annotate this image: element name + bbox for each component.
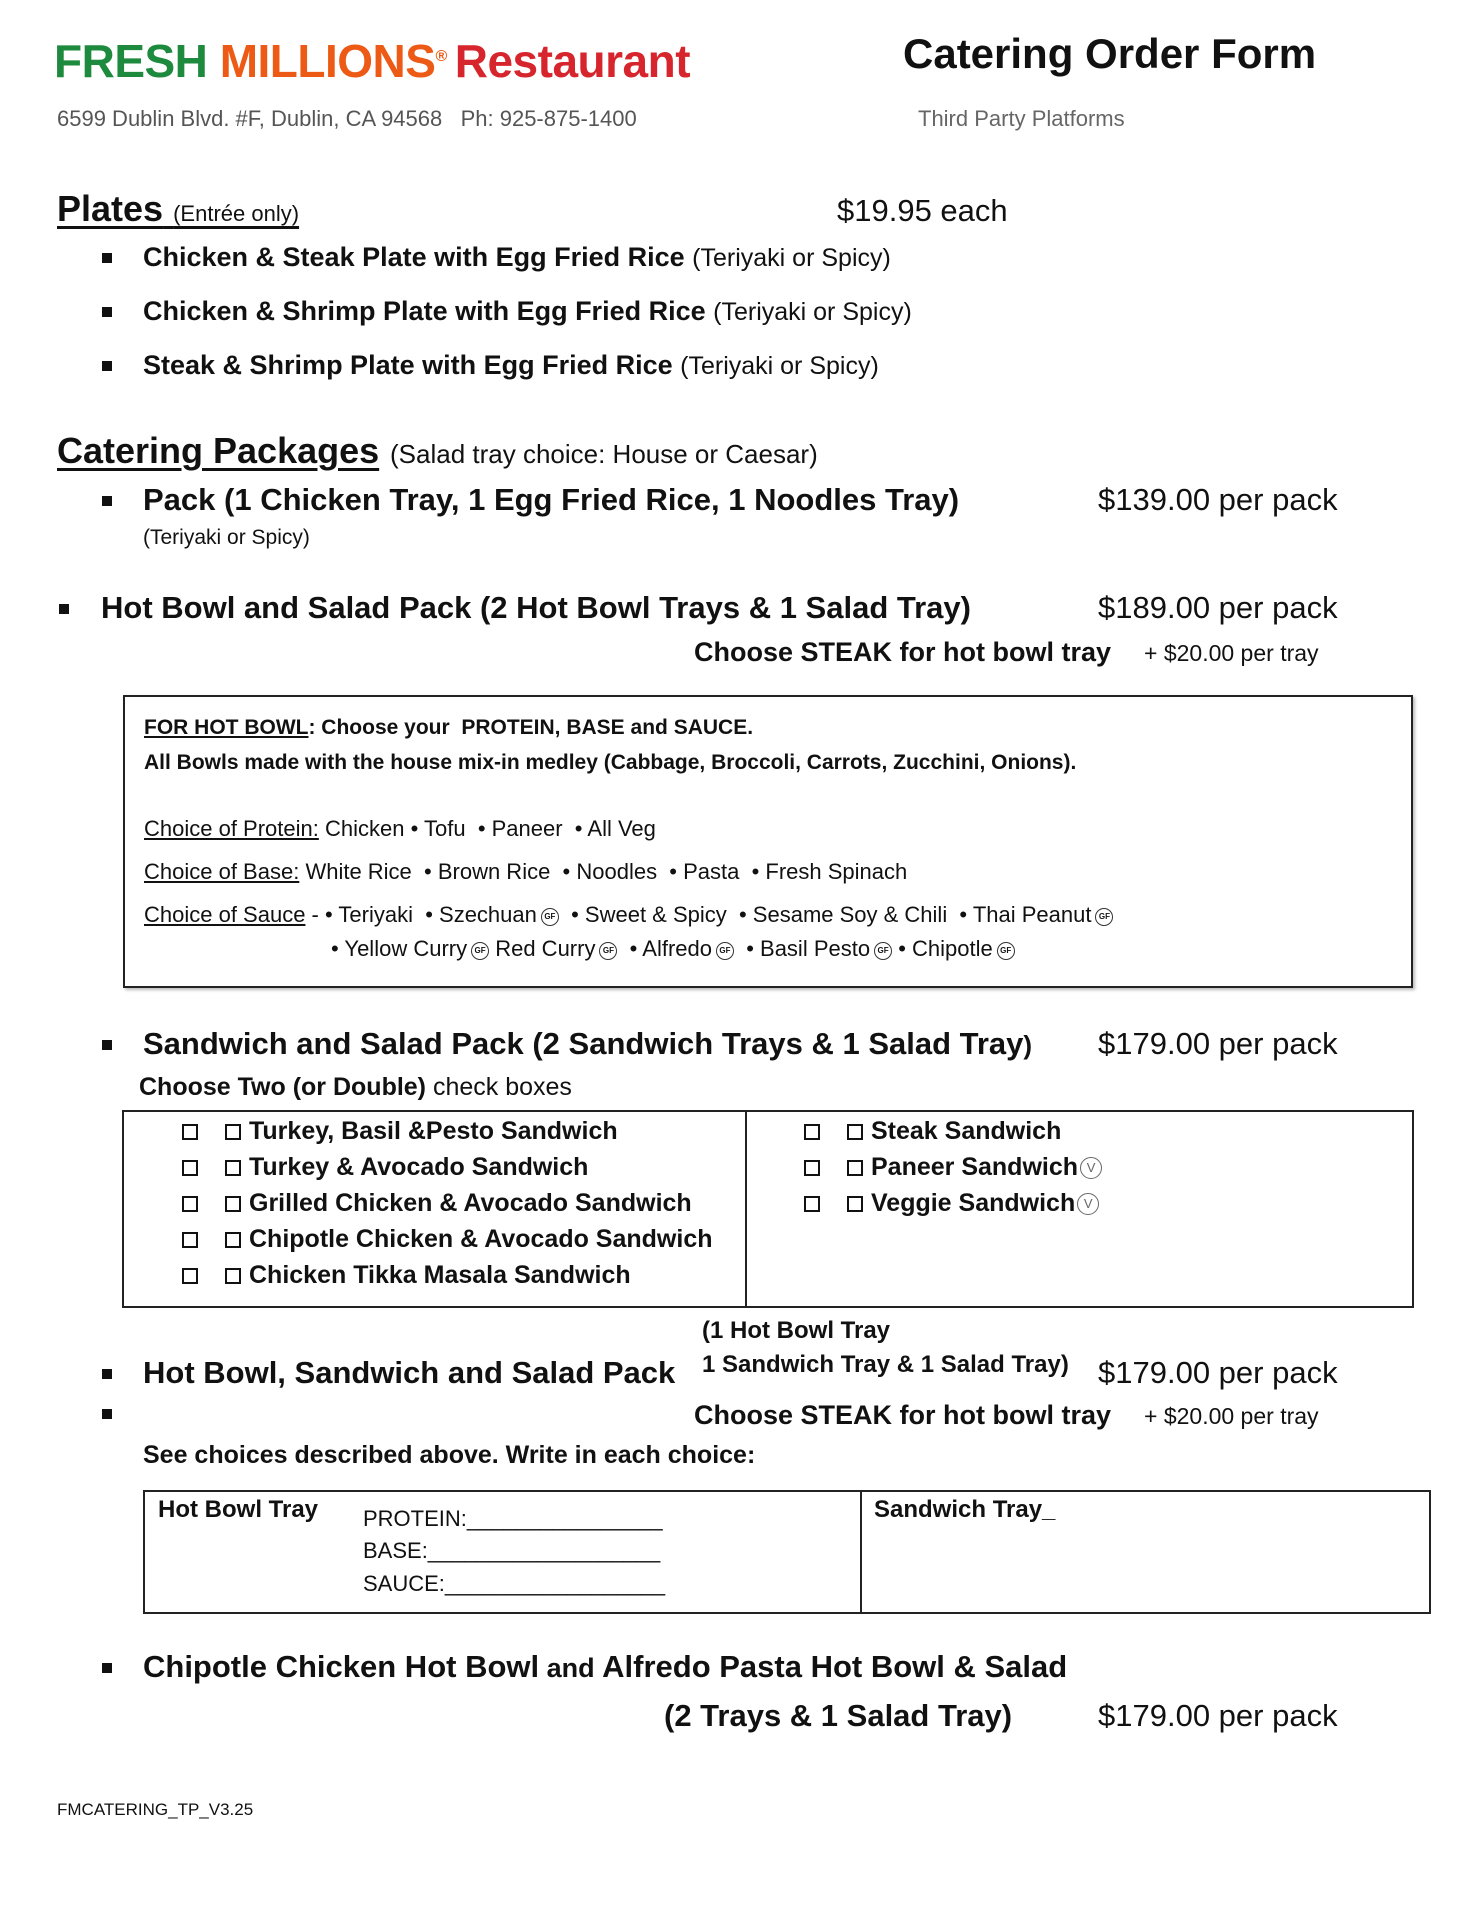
bullet	[59, 604, 69, 614]
pack2-name: Hot Bowl and Salad Pack (2 Hot Bowl Trays & 1 Salad Tray)	[101, 590, 971, 625]
quantity-checkbox-1[interactable]	[182, 1196, 198, 1212]
quantity-checkbox-2[interactable]	[847, 1124, 863, 1140]
sandwich-option-row	[804, 1153, 1102, 1182]
gluten-free-icon: GF	[874, 942, 892, 960]
sandwich-option-row	[182, 1189, 692, 1218]
bullet	[102, 496, 112, 506]
chipotle-pack-price: $179.00 per pack	[1098, 1698, 1338, 1733]
base-write-in[interactable]: BASE:___________________	[363, 1538, 661, 1563]
sauce-choice-row-2	[331, 936, 1015, 962]
quantity-checkbox-2[interactable]	[225, 1268, 241, 1284]
logo-fresh: FRESH	[54, 35, 208, 87]
plate-item	[143, 350, 879, 381]
restaurant-logo	[54, 34, 690, 88]
base-choice-row	[144, 859, 907, 885]
sandwich-option-label: Paneer Sandwich	[871, 1153, 1079, 1181]
sandwich-option-label: Grilled Chicken & Avocado Sandwich	[249, 1189, 692, 1217]
sandwich-option-label: Turkey, Basil &Pesto Sandwich	[249, 1117, 618, 1145]
sandwich-pack-close-paren: )	[1023, 1030, 1033, 1060]
chipotle-pack-name	[143, 1649, 1067, 1685]
sauce-option: • Yellow Curry	[331, 936, 468, 961]
combo-desc-line2: 1 Sandwich Tray & 1 Salad Tray)	[702, 1351, 1069, 1378]
quantity-checkbox-2[interactable]	[847, 1160, 863, 1176]
logo-registered-mark: ®	[435, 47, 447, 65]
sauce-option: • Chipotle	[892, 936, 993, 961]
quantity-checkbox-1[interactable]	[804, 1196, 820, 1212]
sauce-option: • Basil Pesto	[733, 936, 871, 961]
bullet	[102, 1409, 112, 1419]
hot-bowl-medley-note: All Bowls made with the house mix-in medley (Cabbage, Broccoli, Carrots, Zucchini, Onions).	[144, 751, 1077, 774]
sandwich-option-row	[804, 1117, 1061, 1146]
base-values: White Rice • Brown Rice • Noodles • Pasta • Fresh Spinach	[305, 859, 908, 884]
vegetarian-icon: V	[1077, 1193, 1099, 1215]
sauce-option: Red Curry	[489, 936, 596, 961]
plates-title: Plates	[57, 188, 164, 229]
hot-bowl-instruction-text: : Choose your PROTEIN, BASE and SAUCE.	[308, 716, 754, 739]
logo-restaurant: Restaurant	[454, 35, 691, 87]
bullet	[102, 1040, 112, 1050]
plate-item	[143, 242, 891, 273]
bullet	[102, 361, 112, 371]
gluten-free-icon: GF	[599, 942, 617, 960]
sandwich-choose-instruction	[139, 1073, 572, 1102]
plate-item-option: (Teriyaki or Spicy)	[680, 352, 879, 380]
sandwich-option-row	[182, 1261, 631, 1290]
packages-section-title: Catering Packages	[57, 430, 380, 471]
quantity-checkbox-2[interactable]	[225, 1232, 241, 1248]
sandwich-option-label: Steak Sandwich	[871, 1117, 1062, 1145]
bullet	[102, 253, 112, 263]
sauce-option: • Alfredo	[617, 936, 712, 961]
sauce-label: Choice of Sauce	[144, 902, 306, 927]
plates-note: (Entrée only)	[173, 201, 300, 226]
form-subtitle: Third Party Platforms	[918, 106, 1125, 131]
quantity-checkbox-1[interactable]	[182, 1160, 198, 1176]
bullet	[102, 1369, 112, 1379]
quantity-checkbox-1[interactable]	[182, 1268, 198, 1284]
protein-label: Choice of Protein:	[144, 816, 319, 841]
combo-desc-line1: (1 Hot Bowl Tray	[702, 1317, 891, 1344]
packages-note: (Salad tray choice: House or Caesar)	[390, 439, 818, 469]
quantity-checkbox-2[interactable]	[225, 1160, 241, 1176]
sandwich-option-label: Veggie Sandwich	[871, 1189, 1076, 1217]
chipotle-pack-trays: (2 Trays & 1 Salad Tray)	[664, 1698, 1013, 1733]
sandwich-pack-price: $179.00 per pack	[1098, 1026, 1338, 1061]
protein-values: Chicken • Tofu • Paneer • All Veg	[325, 816, 656, 841]
pack1-sub: (Teriyaki or Spicy)	[143, 526, 310, 549]
gluten-free-icon: GF	[1095, 908, 1113, 926]
quantity-checkbox-2[interactable]	[225, 1124, 241, 1140]
restaurant-address: 6599 Dublin Blvd. #F, Dublin, CA 94568 Ph: 925-875-1400	[57, 106, 637, 131]
sandwich-pack-name	[143, 1026, 1032, 1062]
sandwich-choose-bold: Choose Two (or Double)	[139, 1073, 427, 1101]
quantity-checkbox-1[interactable]	[182, 1124, 198, 1140]
pack2-steak-note: Choose STEAK for hot bowl tray	[694, 637, 1112, 667]
pack1-price: $139.00 per pack	[1098, 482, 1338, 517]
form-title: Catering Order Form	[903, 30, 1317, 77]
plates-price: $19.95 each	[837, 193, 1008, 228]
sauce-write-in[interactable]: SAUCE:__________________	[363, 1571, 666, 1596]
gluten-free-icon: GF	[997, 942, 1015, 960]
quantity-checkbox-1[interactable]	[804, 1124, 820, 1140]
sandwich-option-label: Chicken Tikka Masala Sandwich	[249, 1261, 631, 1289]
bullet	[102, 1663, 112, 1673]
sandwich-option-label: Chipotle Chicken & Avocado Sandwich	[249, 1225, 713, 1253]
pack2-price: $189.00 per pack	[1098, 590, 1338, 625]
plate-item-name: Chicken & Shrimp Plate with Egg Fried Rice	[143, 296, 706, 326]
protein-choice-row	[144, 816, 656, 842]
hot-bowl-label: FOR HOT BOWL	[144, 716, 309, 739]
sandwich-tray-write-in[interactable]: Sandwich Tray_	[874, 1496, 1056, 1523]
plate-item-option: (Teriyaki or Spicy)	[713, 298, 912, 326]
sauce-option: - • Teriyaki • Szechuan	[305, 902, 537, 927]
hot-bowl-instruction	[144, 716, 753, 740]
vegetarian-icon: V	[1080, 1157, 1102, 1179]
chipotle-pack-name-b: Alfredo Pasta Hot Bowl & Salad	[602, 1649, 1068, 1684]
quantity-checkbox-2[interactable]	[847, 1196, 863, 1212]
combo-pack-price: $179.00 per pack	[1098, 1355, 1338, 1390]
pack2-steak-price: + $20.00 per tray	[1144, 640, 1319, 666]
sandwich-choose-rest: check boxes	[426, 1073, 572, 1101]
combo-steak-price: + $20.00 per tray	[1144, 1403, 1319, 1429]
gluten-free-icon: GF	[541, 908, 559, 926]
quantity-checkbox-1[interactable]	[804, 1160, 820, 1176]
combo-steak-note: Choose STEAK for hot bowl tray	[694, 1400, 1112, 1430]
table-divider	[745, 1112, 747, 1306]
gluten-free-icon: GF	[716, 942, 734, 960]
sauce-choice-row	[144, 902, 1113, 928]
sauce-option: • Sweet & Spicy • Sesame Soy & Chili • Thai Peanut	[558, 902, 1092, 927]
sandwich-option-row	[804, 1189, 1099, 1218]
base-label: Choice of Base:	[144, 859, 300, 884]
sandwich-option-row	[182, 1117, 618, 1146]
logo-millions: MILLIONS	[219, 35, 436, 87]
plate-item-name: Steak & Shrimp Plate with Egg Fried Rice	[143, 350, 673, 380]
sandwich-option-label: Turkey & Avocado Sandwich	[249, 1153, 589, 1181]
sandwich-pack-title: Sandwich and Salad Pack (2 Sandwich Trays & 1 Salad Tray	[143, 1026, 1024, 1061]
bullet	[102, 307, 112, 317]
hot-bowl-choices-box	[123, 695, 1413, 988]
plate-item	[143, 296, 912, 327]
hot-bowl-tray-label: Hot Bowl Tray	[158, 1496, 319, 1523]
combo-write-in-box	[143, 1490, 1431, 1614]
chipotle-pack-and: and	[539, 1653, 603, 1683]
combo-instructions: See choices described above. Write in each choice:	[143, 1441, 756, 1469]
protein-write-in[interactable]: PROTEIN:________________	[363, 1506, 663, 1531]
form-version-code: FMCATERING_TP_V3.25	[57, 1800, 254, 1819]
plate-item-name: Chicken & Steak Plate with Egg Fried Rice	[143, 242, 685, 272]
sandwich-option-row	[182, 1153, 588, 1182]
table-divider	[860, 1492, 862, 1612]
pack1-name: Pack (1 Chicken Tray, 1 Egg Fried Rice, 1 Noodles Tray)	[143, 482, 960, 517]
plates-section-title	[57, 188, 299, 230]
combo-pack-name: Hot Bowl, Sandwich and Salad Pack	[143, 1355, 676, 1390]
gluten-free-icon: GF	[471, 942, 489, 960]
plate-item-option: (Teriyaki or Spicy)	[692, 244, 891, 272]
chipotle-pack-name-a: Chipotle Chicken Hot Bowl	[143, 1649, 540, 1684]
quantity-checkbox-2[interactable]	[225, 1196, 241, 1212]
sandwich-option-row	[182, 1225, 713, 1254]
quantity-checkbox-1[interactable]	[182, 1232, 198, 1248]
sandwich-checkbox-table	[122, 1110, 1414, 1308]
